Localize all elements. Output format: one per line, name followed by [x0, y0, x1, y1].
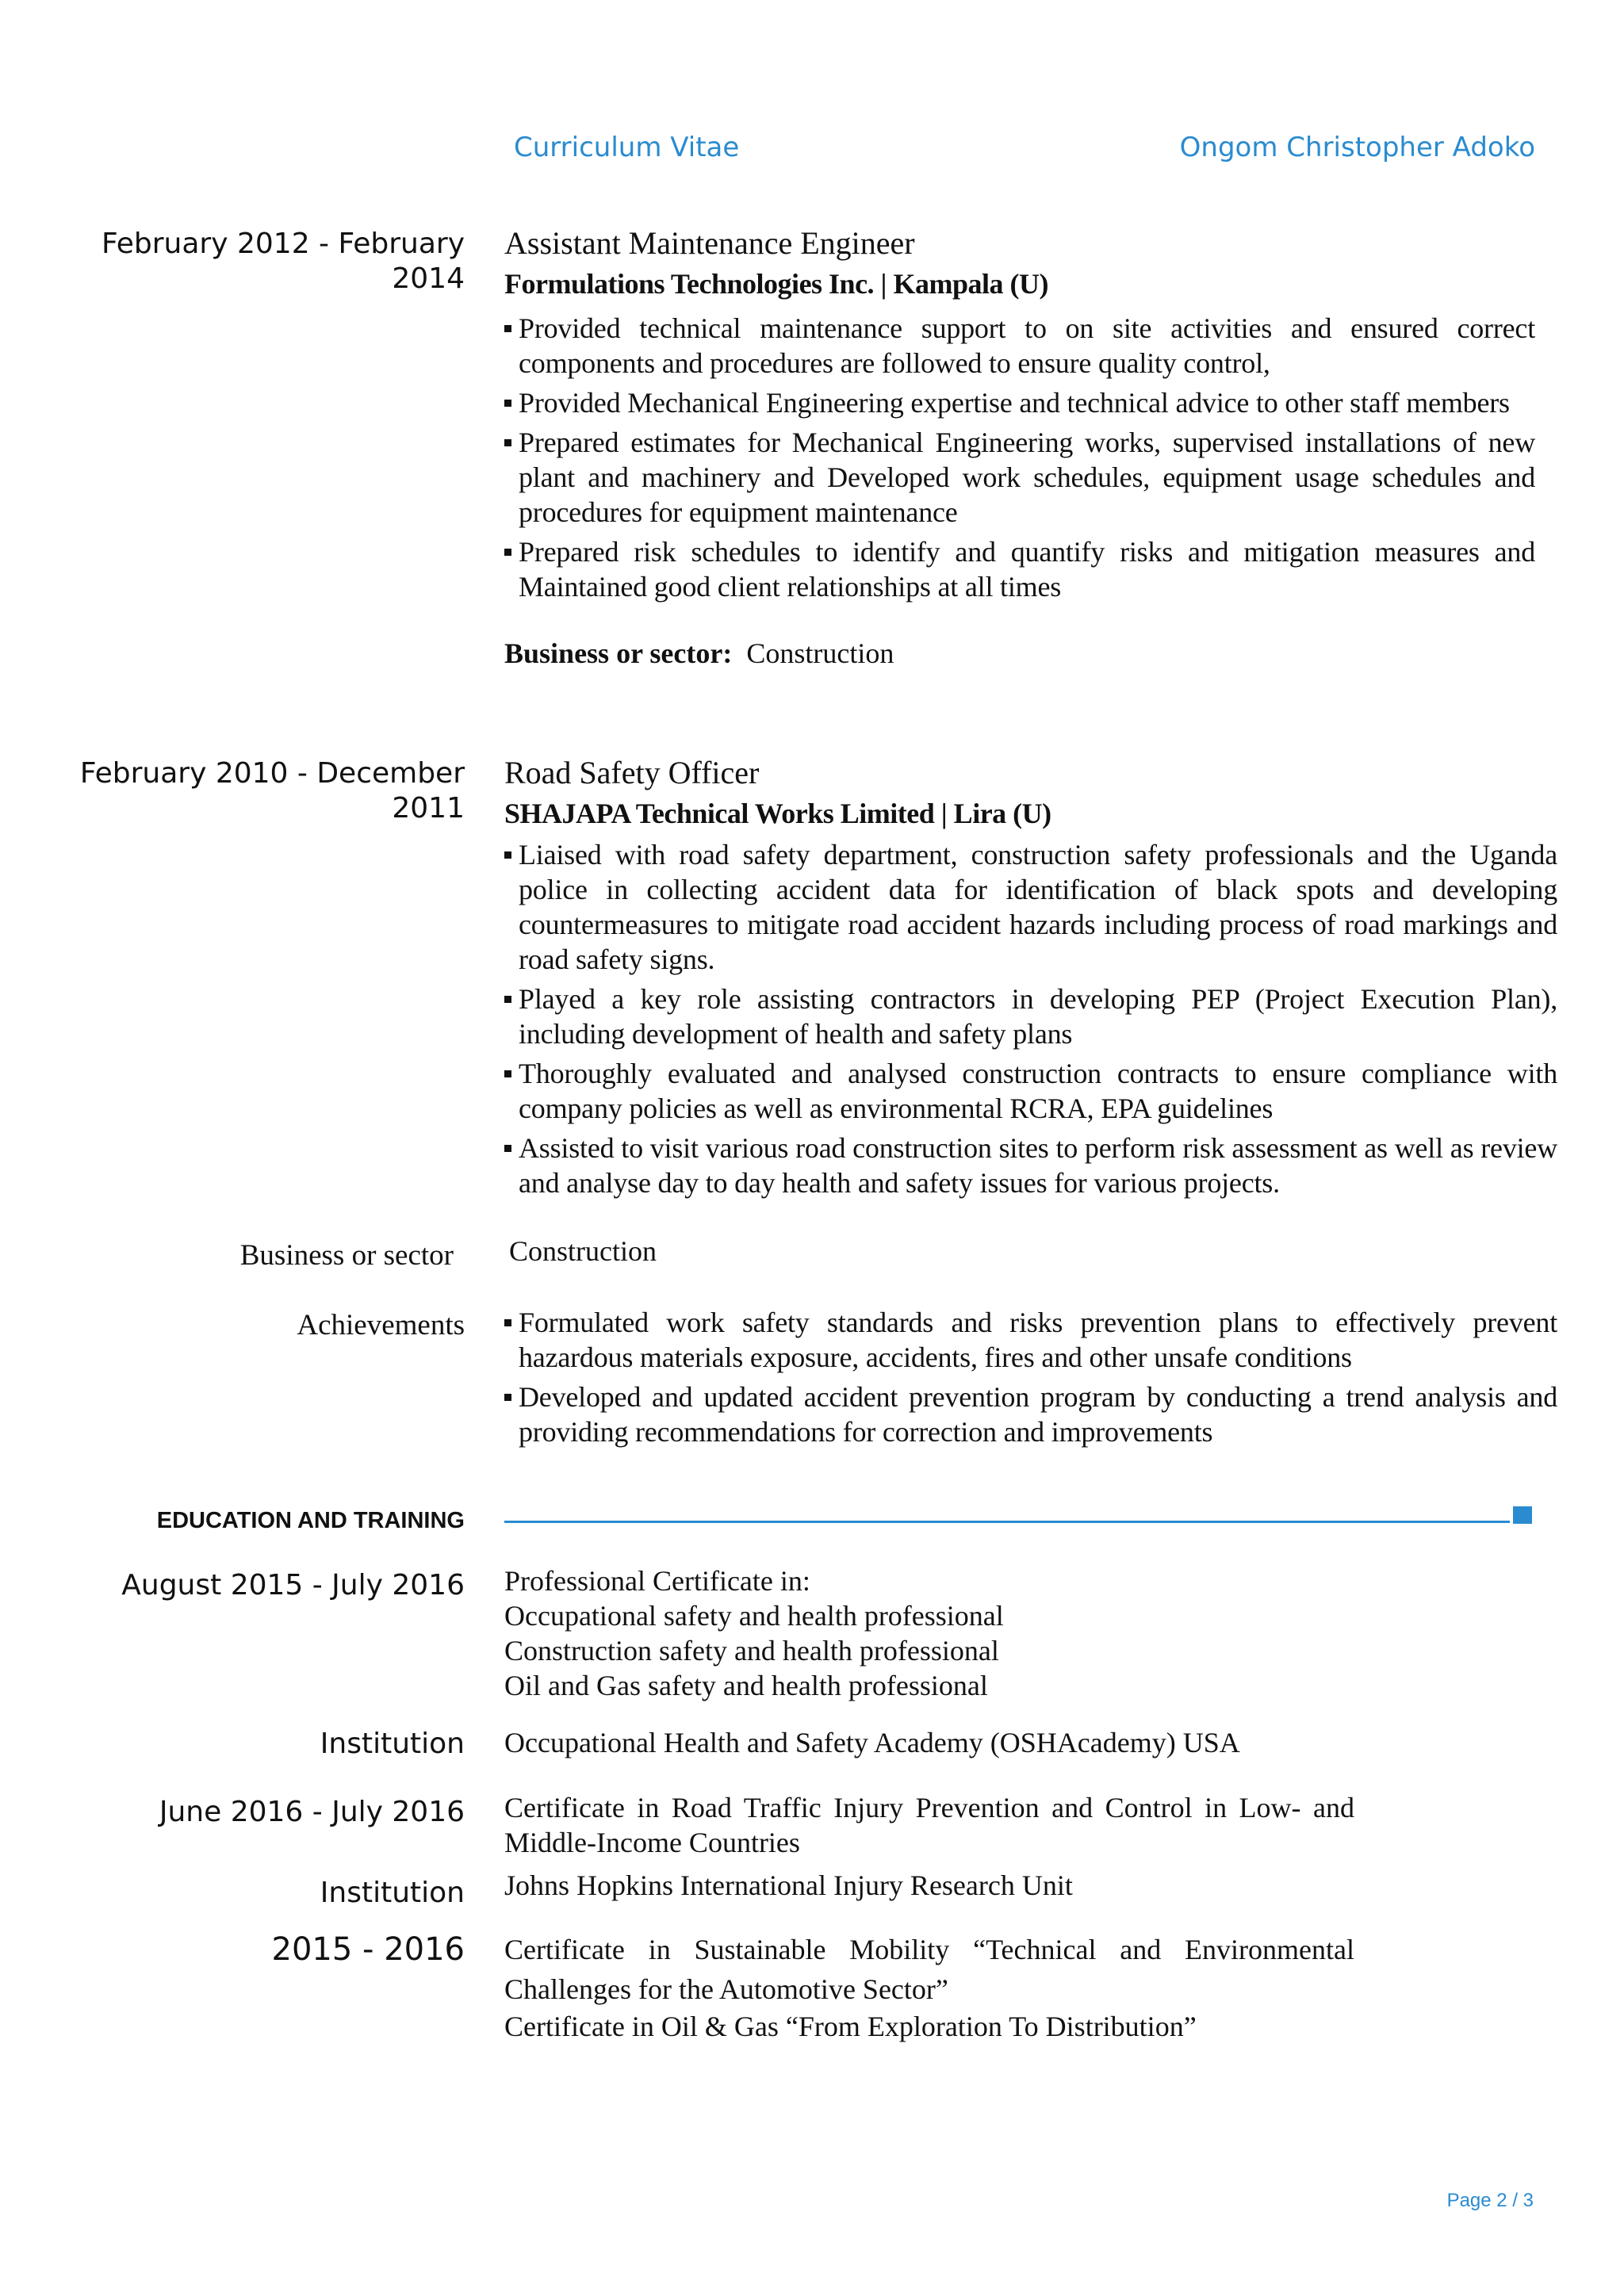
document-title: Curriculum Vitae — [514, 132, 740, 163]
edu1-line: Oil and Gas safety and health professional — [504, 1670, 988, 1701]
edu1-line: Construction safety and health professional — [504, 1635, 999, 1667]
list-item: Assisted to visit various road construction sites to perform risk assessment as well as review and analyse day to day health and safety issues for various projects. — [504, 1131, 1557, 1200]
section-marker — [1513, 1506, 1532, 1524]
list-item: Liaised with road safety department, construction safety professionals and the Uganda police in collecting accident data for identification of black spots and developing countermeasures to mitigate road accident hazards including process of road markings and road safety signs. — [504, 837, 1557, 977]
job1-dates — [102, 227, 465, 297]
edu2-details — [504, 1790, 1354, 1860]
candidate-name: Ongom Christopher Adoko — [1179, 132, 1535, 163]
list-item: Formulated work safety standards and risks prevention plans to effectively prevent hazardous materials exposure, accidents, fires and other unsafe conditions — [504, 1305, 1557, 1375]
achievements-list — [504, 1305, 1557, 1449]
achievements-label: Achievements — [297, 1309, 465, 1341]
section-divider — [504, 1521, 1510, 1523]
edu3-dates: 2015 - 2016 — [271, 1931, 465, 1968]
job1-sector — [504, 636, 1535, 671]
job1-sector-label: Business or sector: — [504, 637, 733, 669]
edu1-institution-label: Institution — [320, 1728, 465, 1760]
edu1-line: Occupational safety and health professional — [504, 1600, 1004, 1632]
edu1-institution-text: Occupational Health and Safety Academy (OSHAcademy) USA — [504, 1727, 1240, 1758]
job2-bullets — [504, 837, 1557, 1200]
edu2-institution-text: Johns Hopkins International Injury Research Unit — [504, 1869, 1073, 1901]
edu2-institution — [504, 1868, 1354, 1903]
list-item: Prepared risk schedules to identify and quantify risks and mitigation measures and Maintained good client relationships at all times — [504, 534, 1535, 604]
job2-title: Road Safety Officer — [504, 755, 760, 790]
job1-company: Formulations Technologies Inc. | Kampala (U) — [504, 268, 1048, 300]
job1-title: Assistant Maintenance Engineer — [504, 225, 915, 261]
job1-details — [504, 224, 1535, 671]
edu2-title: Certificate in Road Traffic Injury Prevention and Control in Low- and Middle-Income Countries — [504, 1792, 1354, 1858]
edu1-institution — [504, 1725, 1354, 1760]
list-item: Thoroughly evaluated and analysed construction contracts to ensure compliance with company policies as well as environmental RCRA, EPA guidelines — [504, 1056, 1557, 1126]
edu1-dates: August 2015 - July 2016 — [121, 1569, 465, 1601]
list-item: Provided technical maintenance support to on site activities and ensured correct components and procedures are followed to ensure quality control, — [504, 311, 1535, 381]
job1-bullets — [504, 311, 1535, 604]
job1-dates-line1: February 2012 - February — [102, 228, 465, 260]
edu3-title: Certificate in Sustainable Mobility “Technical and Environmental Challenges for the Automotive Sector” — [504, 1934, 1354, 2005]
education-section-title: EDUCATION AND TRAINING — [156, 1508, 465, 1533]
edu1-details — [504, 1563, 1354, 1703]
list-item: Provided Mechanical Engineering expertise and technical advice to other staff members — [504, 385, 1535, 420]
page-number: Page 2 / 3 — [1446, 2190, 1534, 2211]
job2-dates-line2: 2011 — [392, 792, 465, 825]
list-item: Developed and updated accident prevention program by conducting a trend analysis and providing recommendations for correction and improvements — [504, 1380, 1557, 1449]
job2-details — [504, 753, 1557, 1205]
job2-company: SHAJAPA Technical Works Limited | Lira (U) — [504, 798, 1051, 829]
list-item: Prepared estimates for Mechanical Engineering works, supervised installations of new plant and machinery and Developed work schedules, equipment usage schedules and procedures for equipment maintenance — [504, 425, 1535, 530]
job1-dates-line2: 2014 — [392, 262, 465, 295]
job2-dates-line1: February 2010 - December — [79, 757, 465, 790]
list-item: Played a key role assisting contractors in developing PEP (Project Execution Plan), including development of health and safety plans — [504, 982, 1557, 1051]
job2-dates — [80, 756, 465, 826]
job2-sector-text: Construction — [509, 1235, 657, 1267]
edu3-details — [504, 1930, 1354, 2044]
achievements — [504, 1305, 1557, 1454]
edu2-institution-label: Institution — [320, 1877, 465, 1909]
edu2-dates: June 2016 - July 2016 — [159, 1796, 465, 1828]
job1-sector-value: Construction — [746, 637, 894, 669]
job2-sector-value — [509, 1234, 657, 1269]
job2-sector-label: Business or sector — [239, 1239, 454, 1272]
edu1-line: Professional Certificate in: — [504, 1565, 810, 1597]
edu3-title2: Certificate in Oil & Gas “From Exploration To Distribution” — [504, 2011, 1197, 2042]
